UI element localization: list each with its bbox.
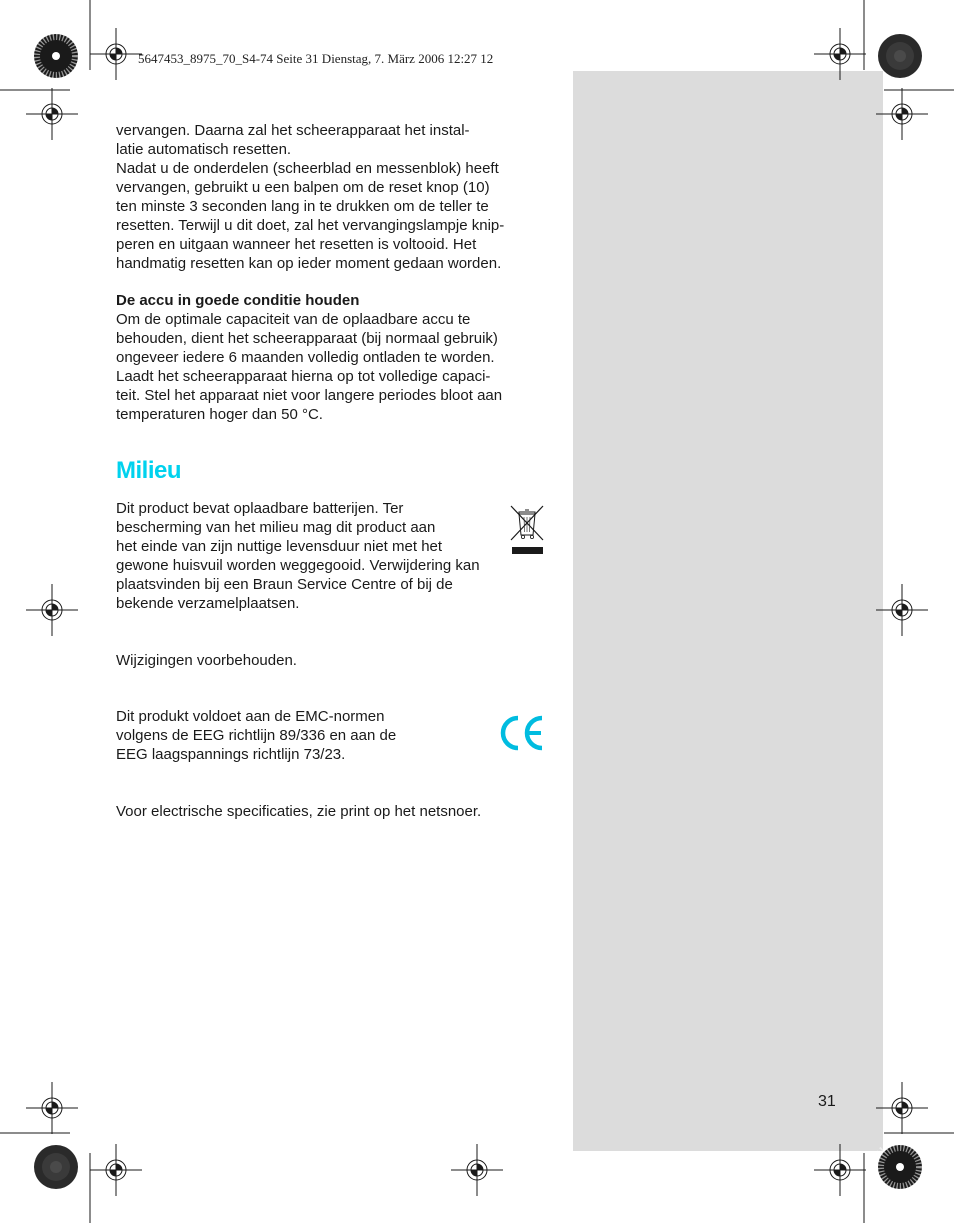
environment-line: Dit product bevat oplaadbare batterijen. Ter <box>116 500 404 517</box>
registration-mark-icon <box>26 1082 78 1134</box>
emc-line: EEG laagspannings richtlijn 73/23. <box>116 746 346 763</box>
page-number: 31 <box>818 1093 836 1110</box>
emc-line: Dit produkt voldoet aan de EMC-normen <box>116 708 385 725</box>
emc-line: volgens de EEG richtlijn 89/336 en aan de <box>116 727 397 744</box>
registration-mark-icon <box>451 1144 503 1196</box>
battery-line: teit. Stel het apparaat niet voor langere periodes bloot aan <box>116 387 503 404</box>
registration-mark-icon <box>876 1082 928 1134</box>
registration-mark-icon <box>876 88 928 140</box>
intro-line: latie automatisch resetten. <box>116 141 292 158</box>
environment-line: plaatsvinden bij een Braun Service Centre of bij de <box>116 576 453 593</box>
battery-line: behouden, dient het scheerapparaat (bij normaal gebruik) <box>116 330 498 347</box>
intro-line: handmatig resetten kan op ieder moment gedaan worden. <box>116 255 502 272</box>
environment-line: het einde van zijn nuttige levensduur niet met het <box>116 538 443 555</box>
registration-mark-icon <box>90 1144 142 1196</box>
changes-note: Wijzigingen voorbehouden. <box>116 652 297 669</box>
environment-line: gewone huisvuil worden weggegooid. Verwijdering kan <box>116 557 480 574</box>
registration-mark-icon <box>876 584 928 636</box>
environment-line: bescherming van het milieu mag dit product aan <box>116 519 436 536</box>
registration-mark-icon <box>90 28 142 80</box>
battery-heading: De accu in goede conditie houden <box>116 292 360 309</box>
registration-mark-icon <box>26 88 78 140</box>
battery-line: Laadt het scheerapparaat hierna op tot volledige capaci- <box>116 368 491 385</box>
intro-line: vervangen, gebruikt u een balpen om de reset knop (10) <box>116 179 490 196</box>
intro-line: resetten. Terwijl u dit doet, zal het vervangingslampje knip- <box>116 217 505 234</box>
battery-line: temperaturen hoger dan 50 °C. <box>116 406 323 423</box>
print-header: 5647453_8975_70_S4-74 Seite 31 Dienstag, 7. März 2006 12:27 12 <box>138 51 494 66</box>
environment-heading: Milieu <box>116 457 182 484</box>
color-calibration-target-icon <box>33 1144 79 1190</box>
registration-mark-icon <box>814 28 866 80</box>
registration-mark-icon <box>814 1144 866 1196</box>
color-calibration-target-icon <box>33 33 79 79</box>
battery-line: ongeveer iedere 6 maanden volledig ontladen te worden. <box>116 349 495 366</box>
electrical-note: Voor electrische specificaties, zie print op het netsnoer. <box>116 803 482 820</box>
intro-line: Nadat u de onderdelen (scheerblad en messenblok) heeft <box>116 160 499 177</box>
environment-line: bekende verzamelplaatsen. <box>116 595 300 612</box>
registration-mark-icon <box>26 584 78 636</box>
intro-line: peren en uitgaan wanneer het resetten is voltooid. Het <box>116 236 477 253</box>
intro-line: ten minste 3 seconden lang in te drukken om de teller te <box>116 198 489 215</box>
battery-line: Om de optimale capaciteit van de oplaadbare accu te <box>116 311 471 328</box>
color-calibration-target-icon <box>877 1144 923 1190</box>
intro-line: vervangen. Daarna zal het scheerapparaat het instal- <box>116 122 470 139</box>
color-calibration-target-icon <box>877 33 923 79</box>
